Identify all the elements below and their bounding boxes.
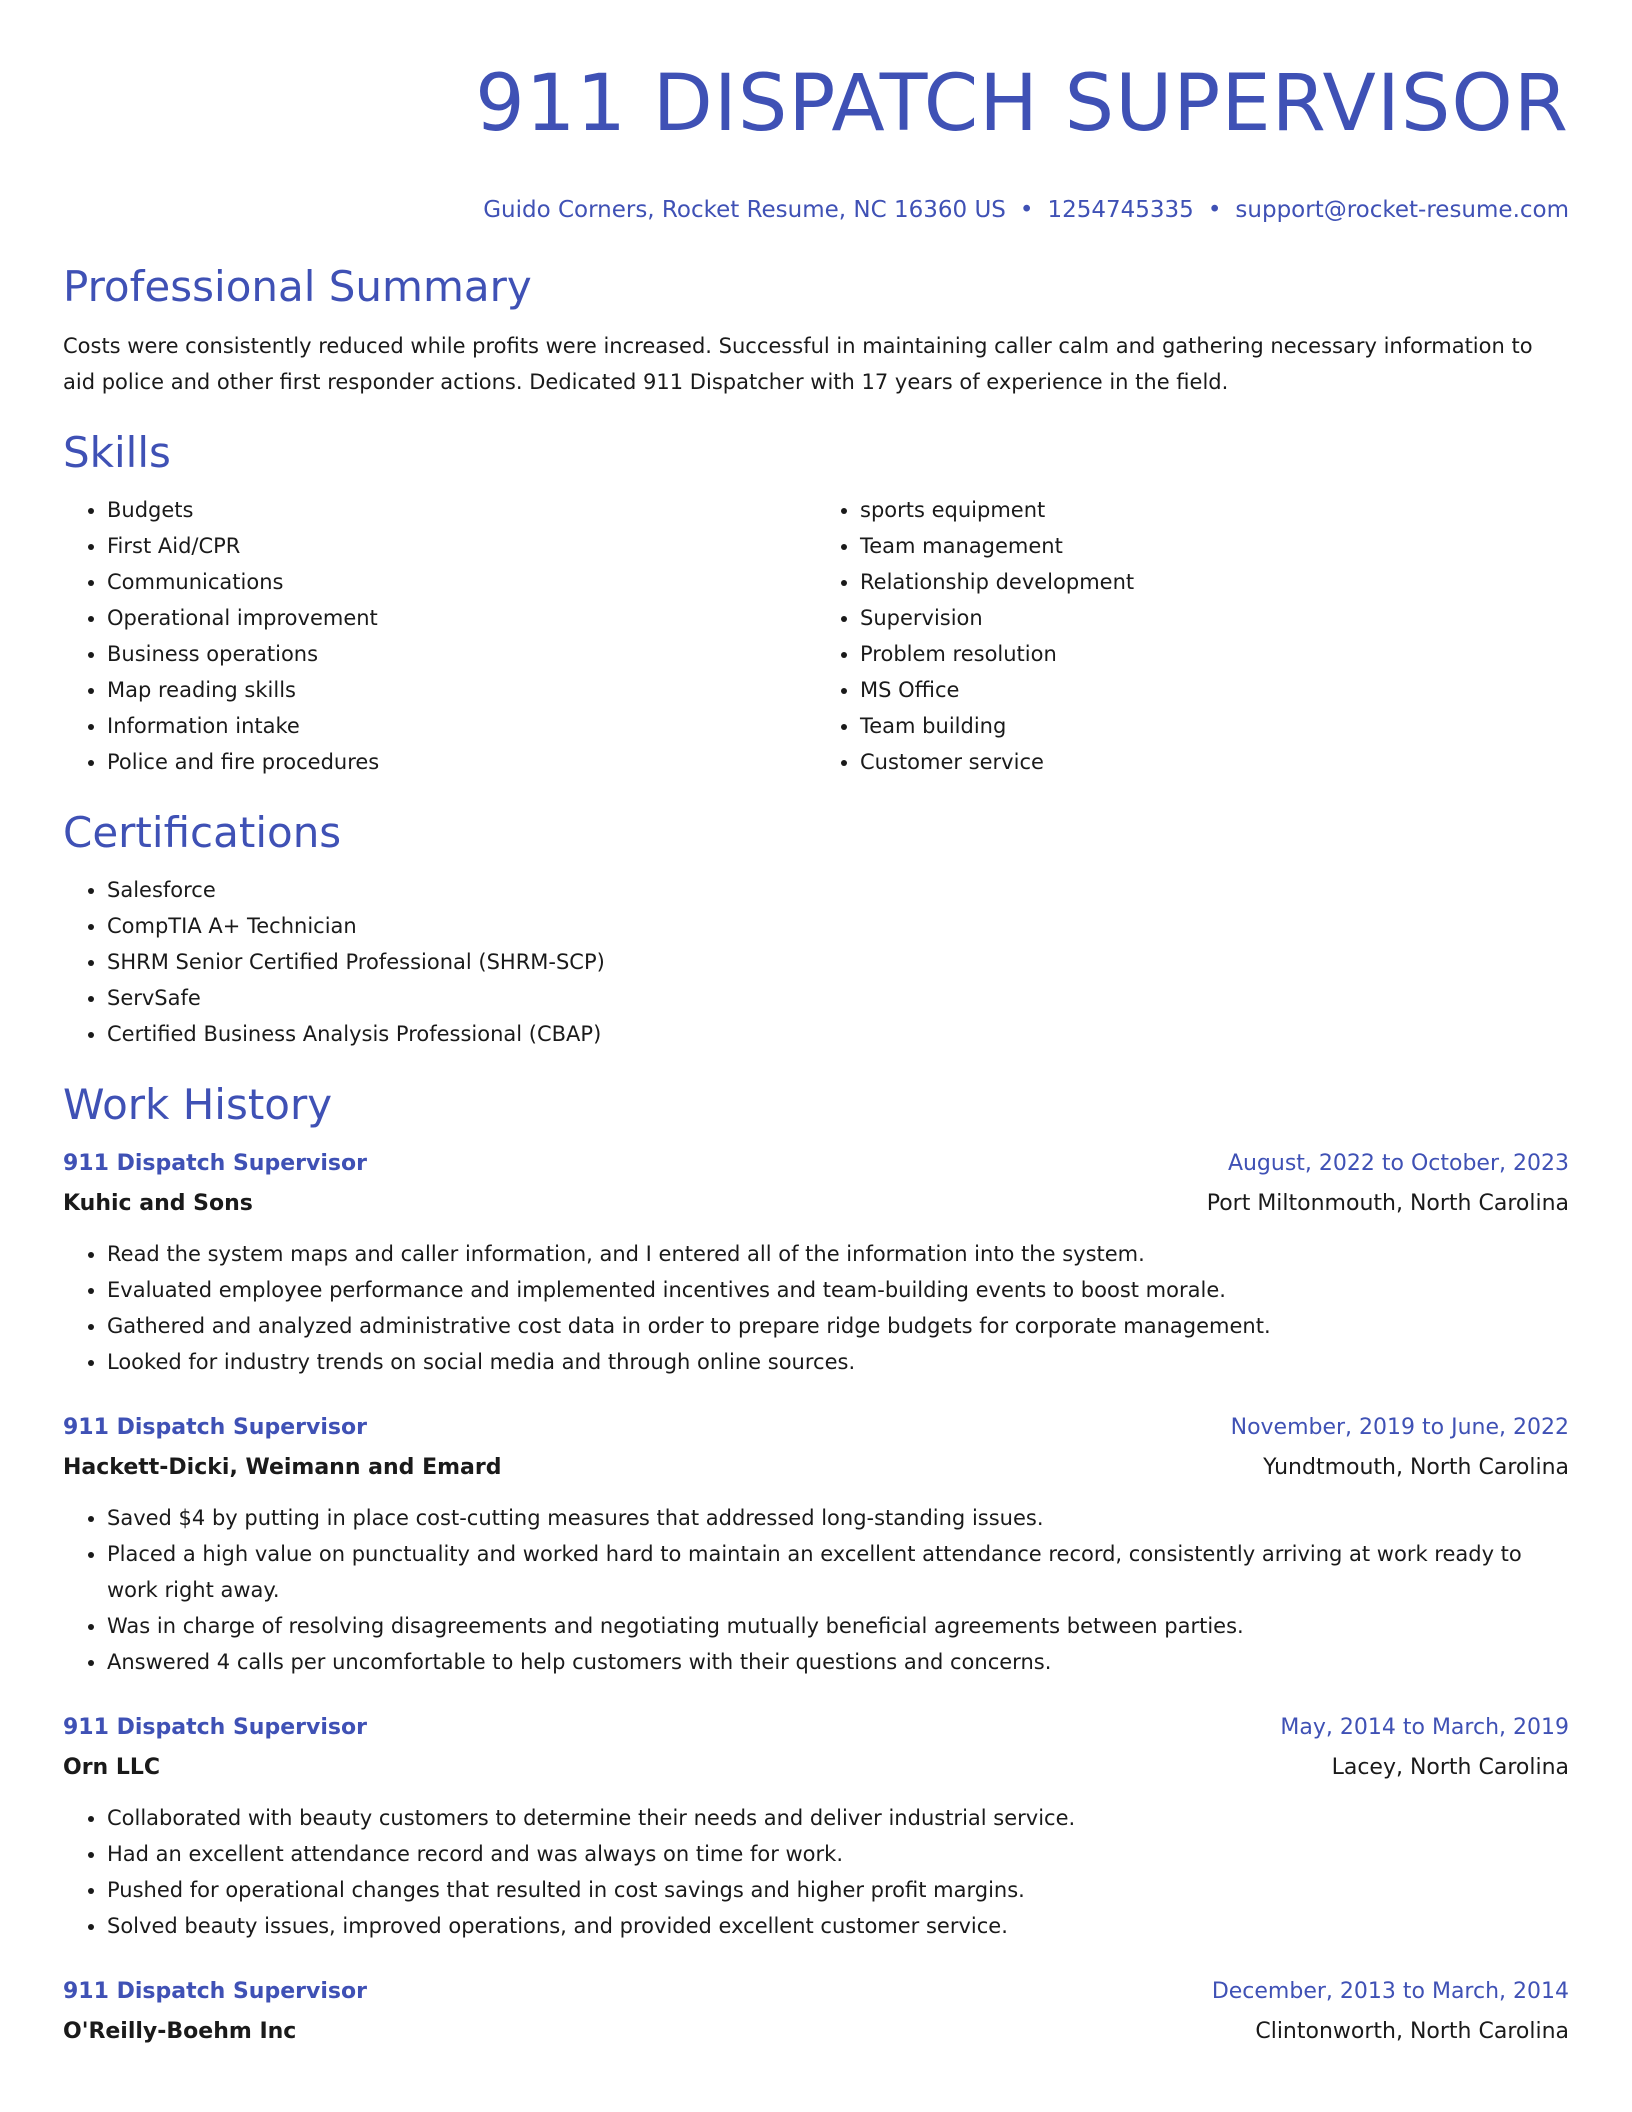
job-header-row bbox=[63, 1408, 1569, 1448]
job-bullet: • Gathered and analyzed administrative cost data in order to prepare ridge budgets for corporate management. bbox=[107, 1308, 1569, 1344]
resume-name: 911 DISPATCH SUPERVISOR bbox=[475, 59, 1569, 149]
job-company: Hackett-Dicki, Weimann and Emard bbox=[63, 1455, 502, 1480]
job-bullet: • Solved beauty issues, improved operations, and provided excellent customer service. bbox=[107, 1908, 1569, 1944]
job-bullets bbox=[63, 1236, 1569, 1380]
job-header-row bbox=[63, 1708, 1569, 1748]
job-bullet: • Had an excellent attendance record and was always on time for work. bbox=[107, 1836, 1569, 1872]
job-entry bbox=[63, 1408, 1569, 1680]
contact-separator: • bbox=[1207, 197, 1222, 223]
job-title: 911 Dispatch Supervisor bbox=[63, 1979, 367, 2004]
summary-text: Costs were consistently reduced while profits were increased. Successful in maintaining caller calm and gathering necessary information to aid police and other first responder actions. Dedicated 911 Dispatcher with 17 years of experience in the field. bbox=[63, 334, 1533, 394]
job-bullet: • Was in charge of resolving disagreements and negotiating mutually beneficial agreements between parties. bbox=[107, 1608, 1569, 1644]
job-company-row bbox=[63, 1448, 1569, 1488]
job-company: Kuhic and Sons bbox=[63, 1191, 253, 1216]
job-bullet: • Pushed for operational changes that resulted in cost savings and higher profit margins. bbox=[107, 1872, 1569, 1908]
skill-item: • Map reading skills bbox=[107, 672, 816, 708]
job-location: Yundtmouth, North Carolina bbox=[1263, 1455, 1569, 1480]
certification-item: • ServSafe bbox=[107, 980, 1569, 1016]
work-history-heading: Work History bbox=[63, 1080, 333, 1129]
certifications-heading: Certifications bbox=[63, 808, 342, 857]
job-bullet: • Placed a high value on punctuality and worked hard to maintain an excellent attendance record, consistently arriving at work ready to work right away. bbox=[107, 1536, 1569, 1608]
contact-separator: • bbox=[1019, 197, 1034, 223]
contact-line bbox=[63, 196, 1569, 224]
job-entry bbox=[63, 1144, 1569, 1380]
skill-item: • Supervision bbox=[860, 600, 1569, 636]
contact-email[interactable]: support@rocket-resume.com bbox=[1235, 197, 1569, 223]
job-location: Clintonworth, North Carolina bbox=[1255, 2019, 1569, 2044]
job-bullets bbox=[63, 1500, 1569, 1680]
job-company-row bbox=[63, 1184, 1569, 1224]
skill-item: • Team building bbox=[860, 708, 1569, 744]
certification-item: • CompTIA A+ Technician bbox=[107, 908, 1569, 944]
job-location: Port Miltonmouth, North Carolina bbox=[1206, 1191, 1569, 1216]
skills-column-left bbox=[63, 492, 816, 780]
skill-item: • Information intake bbox=[107, 708, 816, 744]
skill-item: • First Aid/CPR bbox=[107, 528, 816, 564]
skill-item: • Budgets bbox=[107, 492, 816, 528]
job-company: Orn LLC bbox=[63, 1755, 161, 1780]
job-entry bbox=[63, 1972, 1569, 2052]
skills-column-right bbox=[816, 492, 1569, 780]
job-title: 911 Dispatch Supervisor bbox=[63, 1151, 367, 1176]
job-dates: December, 2013 to March, 2014 bbox=[1211, 1979, 1569, 2004]
certification-item: • Salesforce bbox=[107, 872, 1569, 908]
job-company: O'Reilly-Boehm Inc bbox=[63, 2019, 297, 2044]
job-title: 911 Dispatch Supervisor bbox=[63, 1715, 367, 1740]
job-dates: November, 2019 to June, 2022 bbox=[1230, 1415, 1569, 1440]
skill-item: • Problem resolution bbox=[860, 636, 1569, 672]
job-entry bbox=[63, 1708, 1569, 1944]
job-location: Lacey, North Carolina bbox=[1331, 1755, 1569, 1780]
contact-address: Guido Corners, Rocket Resume, NC 16360 US bbox=[483, 197, 1006, 223]
certification-item: • Certified Business Analysis Professional (CBAP) bbox=[107, 1016, 1569, 1052]
job-bullet: • Read the system maps and caller information, and I entered all of the information into the system. bbox=[107, 1236, 1569, 1272]
job-company-row bbox=[63, 2012, 1569, 2052]
job-dates: May, 2014 to March, 2019 bbox=[1280, 1715, 1569, 1740]
skill-item: • Operational improvement bbox=[107, 600, 816, 636]
skills-heading: Skills bbox=[63, 428, 171, 477]
job-bullet: • Looked for industry trends on social media and through online sources. bbox=[107, 1344, 1569, 1380]
job-header-row bbox=[63, 1144, 1569, 1184]
contact-phone: 1254745335 bbox=[1047, 197, 1194, 223]
job-bullet: • Saved $4 by putting in place cost-cutting measures that addressed long-standing issues. bbox=[107, 1500, 1569, 1536]
job-title: 911 Dispatch Supervisor bbox=[63, 1415, 367, 1440]
skills-list bbox=[63, 492, 1569, 780]
skill-item: • sports equipment bbox=[860, 492, 1569, 528]
skill-item: • Business operations bbox=[107, 636, 816, 672]
summary-heading: Professional Summary bbox=[63, 262, 532, 311]
certification-item: • SHRM Senior Certified Professional (SHRM-SCP) bbox=[107, 944, 1569, 980]
job-bullet: • Evaluated employee performance and implemented incentives and team-building events to boost morale. bbox=[107, 1272, 1569, 1308]
skill-item: • Relationship development bbox=[860, 564, 1569, 600]
job-bullet: • Collaborated with beauty customers to determine their needs and deliver industrial service. bbox=[107, 1800, 1569, 1836]
job-bullet: • Answered 4 calls per uncomfortable to help customers with their questions and concerns. bbox=[107, 1644, 1569, 1680]
skill-item: • Team management bbox=[860, 528, 1569, 564]
job-header-row bbox=[63, 1972, 1569, 2012]
skill-item: • Customer service bbox=[860, 744, 1569, 780]
certifications-list bbox=[63, 872, 1569, 1052]
job-bullets bbox=[63, 1800, 1569, 1944]
skill-item: • MS Office bbox=[860, 672, 1569, 708]
skill-item: • Police and fire procedures bbox=[107, 744, 816, 780]
job-company-row bbox=[63, 1748, 1569, 1788]
job-dates: August, 2022 to October, 2023 bbox=[1227, 1151, 1569, 1176]
skill-item: • Communications bbox=[107, 564, 816, 600]
